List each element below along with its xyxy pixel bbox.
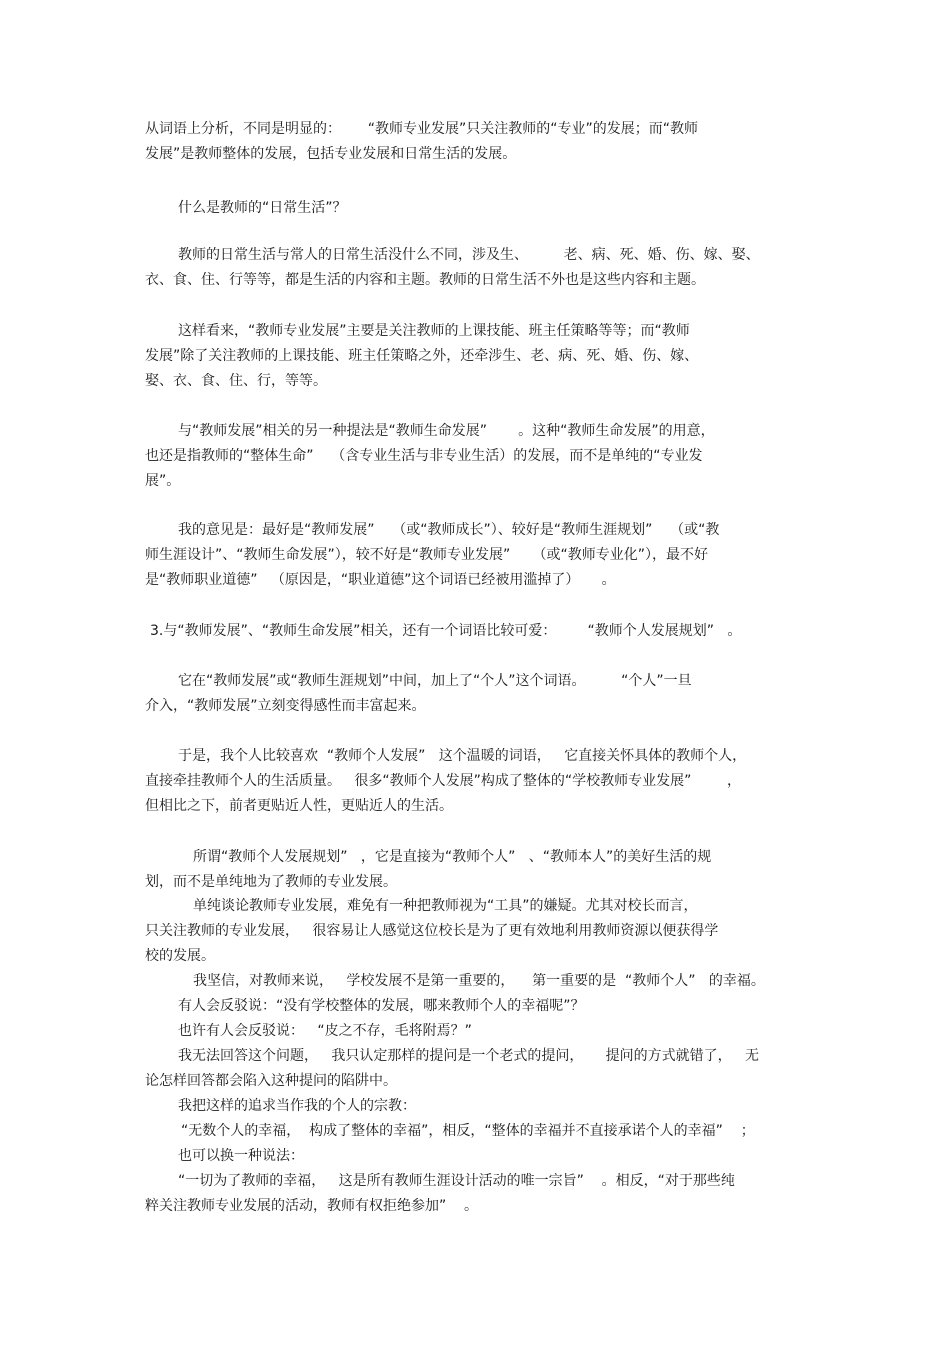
text-line: 介入，“教师发展”立刻变得感性而丰富起来。: [145, 698, 426, 714]
text-line: 论怎样回答都会陷入这种提问的陷阱中。: [145, 1073, 397, 1089]
text-line: 与“教师发展”相关的另一种提法是“教师生命发展” 。这种“教师生命发展”的用意，: [178, 423, 715, 439]
text-line: 教师的日常生活与常人的日常生活没什么不同，涉及生、 老、病、死、婚、伤、嫁、娶、: [178, 247, 760, 263]
text-line: 划，而不是单纯地为了教师的专业发展。: [145, 874, 397, 890]
text-line: “一切为了教师的幸福， 这是所有教师生涯设计活动的唯一宗旨” 。相反，“对于那些纯: [178, 1173, 735, 1189]
text-line: 从词语上分析，不同是明显的： “教师专业发展”只关注教师的“专业”的发展；而“教师: [145, 121, 698, 137]
text-line: 发展”是教师整体的发展，包括专业发展和日常生活的发展。: [145, 146, 517, 162]
text-line: 我坚信，对教师来说， 学校发展不是第一重要的， 第一重要的是 “教师个人” 的幸福。: [193, 973, 765, 989]
text-line: 娶、衣、食、住、行，等等。: [145, 373, 327, 389]
text-line: 单纯谈论教师专业发展，难免有一种把教师视为“工具”的嫌疑。尤其对校长而言，: [193, 898, 698, 914]
text-line: 师生涯设计”、“教师生命发展”），较不好是“教师专业发展” （或“教师专业化”），最不好: [145, 547, 709, 563]
text-line: 我的意见是：最好是“教师发展” （或“教师成长”）、较好是“教师生涯规划” （或“教: [178, 522, 720, 538]
text-line: “无数个人的幸福， 构成了整体的幸福”，相反，“整体的幸福并不直接承诺个人的幸福” ；: [181, 1123, 755, 1139]
text-line: 但相比之下，前者更贴近人性，更贴近人的生活。: [145, 798, 453, 814]
text-line: 我把这样的追求当作我的个人的宗教：: [178, 1098, 416, 1114]
text-line: 发展”除了关注教师的上课技能、班主任策略之外，还牵涉生、老、病、死、婚、伤、嫁、: [145, 348, 699, 364]
text-line: 也可以换一种说法：: [178, 1148, 304, 1164]
text-line: 3.与“教师发展”、“教师生命发展”相关，还有一个词语比较可爱： “教师个人发展规划” 。: [150, 623, 742, 639]
text-line: 所谓“教师个人发展规划” ，它是直接为“教师个人” 、“教师本人”的美好生活的规: [193, 849, 712, 865]
text-line: 什么是教师的“日常生活”？: [178, 200, 347, 216]
text-line: 粹关注教师专业发展的活动，教师有权拒绝参加” 。: [145, 1198, 479, 1214]
text-line: 有人会反驳说：“没有学校整体的发展，哪来教师个人的幸福呢”？: [178, 998, 585, 1014]
text-line: 展”。: [145, 473, 181, 489]
text-line: 校的发展。: [145, 948, 215, 964]
text-line: 衣、食、住、行等等，都是生活的内容和主题。教师的日常生活不外也是这些内容和主题。: [145, 272, 705, 288]
text-line: 也还是指教师的“整体生命” （含专业生活与非专业生活）的发展，而不是单纯的“专业发: [145, 448, 703, 464]
text-line: 也许有人会反驳说： “皮之不存，毛将附焉？”: [178, 1023, 472, 1039]
text-line: 我无法回答这个问题， 我只认定那样的提问是一个老式的提问， 提问的方式就错了， 无: [178, 1048, 759, 1064]
text-line: 这样看来，“教师专业发展”主要是关注教师的上课技能、班主任策略等等；而“教师: [178, 323, 690, 339]
text-line: 只关注教师的专业发展， 很容易让人感觉这位校长是为了更有效地利用教师资源以便获得学: [145, 923, 719, 939]
text-line: 直接牵挂教师个人的生活质量。 很多“教师个人发展”构成了整体的“学校教师专业发展” ，: [145, 773, 741, 789]
text-line: 于是，我个人比较喜欢 “教师个人发展” 这个温暖的词语， 它直接关怀具体的教师个人，: [178, 748, 747, 764]
text-line: 它在“教师发展”或“教师生涯规划”中间，加上了“个人”这个词语。 “个人”一旦: [178, 673, 692, 689]
text-line: 是“教师职业道德” （原因是，“职业道德”这个词语已经被用滥掉了） 。: [145, 572, 616, 588]
